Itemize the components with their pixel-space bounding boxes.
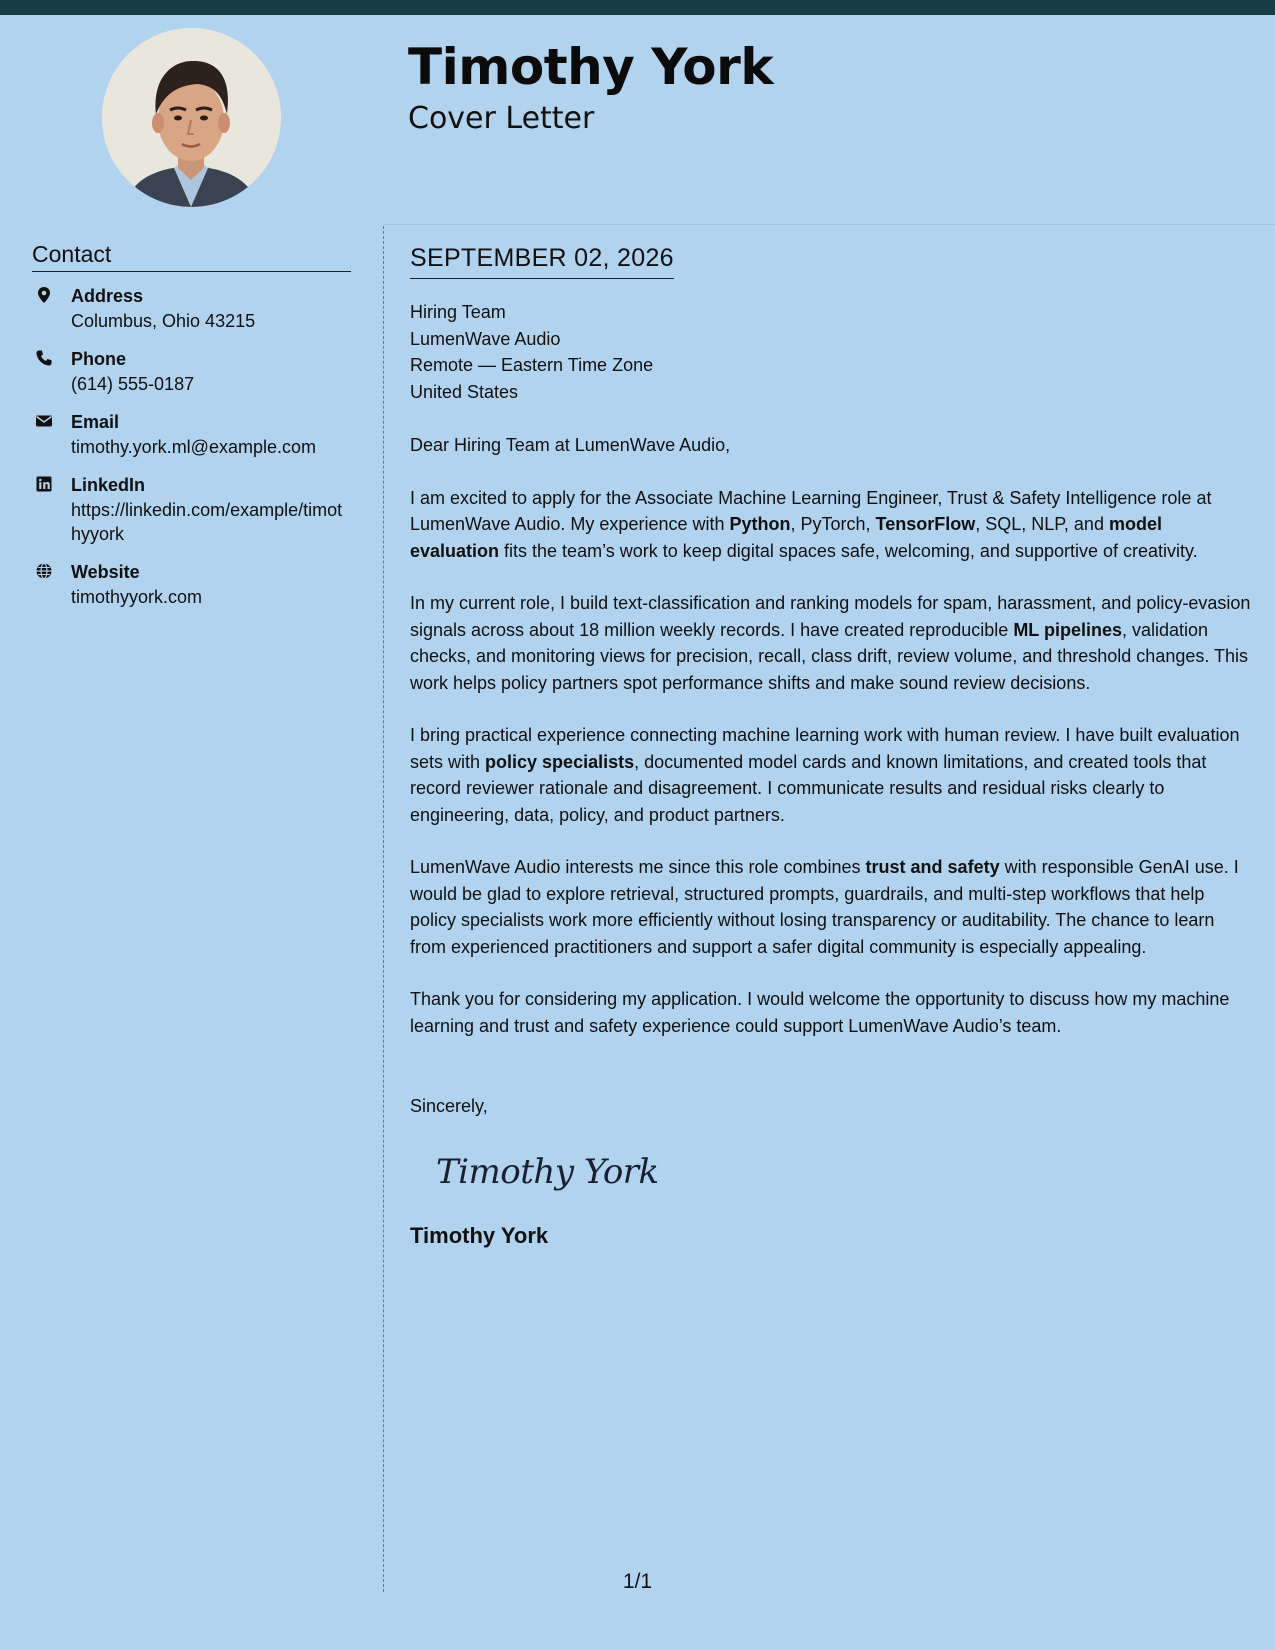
phone-icon — [35, 349, 53, 367]
applicant-name: Timothy York — [408, 38, 774, 96]
letter-paragraph — [410, 854, 1252, 960]
letter-body — [410, 242, 1252, 1250]
contact-value: Columbus, Ohio 43215 — [71, 311, 256, 331]
salutation: Dear Hiring Team at LumenWave Audio, — [410, 435, 731, 455]
paragraph-text: In my current role, I build text-classification and ranking models for spam, harassment, and policy-evasion signals across about 18 million weekly records. I have created reproducible — [410, 593, 1251, 640]
recipient-line: Remote — Eastern Time Zone — [410, 355, 654, 375]
bold-keyword: model evaluation — [410, 514, 1162, 561]
recipient-line: United States — [410, 381, 519, 402]
contact-label: LinkedIn — [71, 475, 146, 495]
paragraph-text: with responsible GenAI use. I would be glad to explore retrieval, structured prompts, guardrails, and multi-step workflows that help policy specialists work more efficiently without losing transparency or auditability. The chance to learn from experienced practitioners and support a safer digital community is especially appealing. — [410, 857, 1239, 957]
paragraph-text: I am excited to apply for the Associate Machine Learning Engineer, Trust & Safety Intelligence role at LumenWave Audio. My experience with — [410, 487, 1212, 534]
profile-photo — [102, 28, 281, 207]
paragraph-text: , PyTorch, — [790, 514, 876, 534]
recipient-line: LumenWave Audio — [410, 328, 561, 349]
letter-paragraph — [410, 590, 1252, 696]
location-pin-icon — [35, 286, 53, 304]
bold-keyword: trust and safety — [865, 857, 1000, 877]
paragraph-text: , validation checks, and monitoring views for precision, recall, class drift, review volume, and threshold changes. This work helps policy partners spot performance shifts and make sound review decisions. — [410, 619, 1249, 693]
contact-email — [32, 410, 351, 459]
document-subtitle: Cover Letter — [408, 101, 595, 136]
paragraph-text: Thank you for considering my application. I would welcome the opportunity to discuss how my machine learning and trust and safety experience could support LumenWave Audio’s team. — [410, 989, 1230, 1036]
contact-linkedin — [32, 473, 351, 546]
letter-date: SEPTEMBER 02, 2026 — [410, 242, 674, 279]
signature-text: Timothy York — [436, 1152, 659, 1192]
contact-label: Phone — [71, 349, 127, 369]
column-divider — [383, 226, 384, 1592]
contact-value[interactable]: timothyyork.com — [71, 587, 203, 607]
letter-paragraph — [410, 485, 1252, 565]
recipient-line: Hiring Team — [410, 302, 506, 322]
paragraph-text: fits the team’s work to keep digital spaces safe, welcoming, and supportive of creativity. — [499, 540, 1198, 561]
contact-website — [32, 560, 351, 609]
linkedin-icon — [35, 475, 53, 493]
bold-keyword: ML pipelines — [1013, 619, 1122, 640]
closing: Sincerely, — [410, 1096, 488, 1116]
contact-label: Address — [71, 286, 144, 306]
header-divider — [384, 224, 1275, 225]
globe-icon — [35, 562, 53, 580]
paragraph-text: LumenWave Audio interests me since this role combines — [410, 857, 866, 877]
signer-name: Timothy York — [410, 1223, 549, 1248]
letter-paragraphs — [410, 485, 1252, 1040]
page-number: 1/1 — [622, 1570, 653, 1593]
contact-label: Email — [71, 412, 120, 432]
bold-keyword: TensorFlow — [875, 514, 976, 534]
paragraph-text: , documented model cards and known limitations, and created tools that record reviewer rationale and disagreement. I communicate results and residual risks clearly to engineering, data, policy, and product partners. — [410, 751, 1207, 825]
letter-paragraph — [410, 986, 1252, 1039]
bold-keyword: Python — [729, 514, 791, 534]
contact-address — [32, 284, 351, 333]
contact-phone — [32, 347, 351, 396]
contact-value: (614) 555-0187 — [71, 374, 195, 394]
contact-sidebar — [32, 240, 351, 623]
recipient-block — [410, 299, 1252, 405]
letter-paragraph — [410, 722, 1252, 828]
bold-keyword: policy specialists — [485, 751, 635, 772]
envelope-icon — [35, 412, 53, 430]
contact-value[interactable]: https://linkedin.com/example/timothyyork — [71, 500, 343, 544]
paragraph-text: , SQL, NLP, and — [975, 514, 1109, 534]
top-bar — [0, 0, 1275, 15]
contact-heading: Contact — [32, 240, 351, 272]
contact-label: Website — [71, 562, 140, 582]
handwritten-signature — [434, 1141, 664, 1201]
paragraph-text: I bring practical experience connecting machine learning work with human review. I have built evaluation sets with — [410, 725, 1240, 772]
contact-value[interactable]: timothy.york.ml@example.com — [71, 437, 316, 457]
